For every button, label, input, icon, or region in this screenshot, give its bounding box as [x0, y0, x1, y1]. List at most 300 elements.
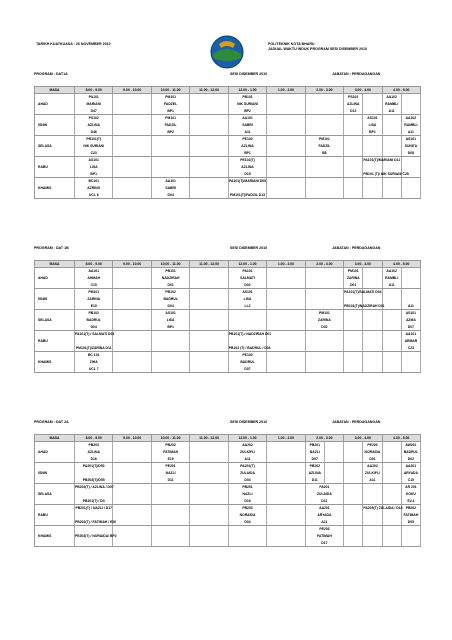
time-slot-header: 4.00 - 5.00 [382, 87, 420, 94]
class-cell [382, 463, 401, 470]
class-cell: D01 [344, 282, 363, 289]
class-cell [267, 324, 305, 331]
day-label [35, 129, 75, 136]
table-row [35, 136, 421, 143]
class-cell [401, 94, 420, 101]
class-cell [190, 359, 228, 366]
class-cell [401, 296, 420, 303]
class-cell [267, 289, 305, 296]
class-cell [267, 157, 305, 164]
class-cell [151, 157, 189, 164]
class-cell: PA201(T) [228, 463, 266, 470]
class-cell [401, 275, 420, 282]
day-label [35, 519, 75, 526]
class-cell: PB201 [228, 484, 266, 491]
class-cell: FADZIL [305, 143, 343, 150]
class-cell: D04 [151, 192, 189, 199]
day-label [35, 157, 75, 164]
class-cell [344, 136, 363, 143]
class-cell: D46 [75, 129, 113, 136]
class-cell [113, 359, 151, 366]
class-cell: ARYADA [305, 512, 343, 519]
class-cell [151, 345, 189, 352]
class-cell [305, 289, 343, 296]
institution-logo-icon [209, 34, 245, 70]
day-label [35, 352, 75, 359]
class-cell: D04 [228, 477, 266, 484]
class-cell [190, 498, 228, 505]
class-cell: D16 [75, 456, 113, 463]
day-label [35, 171, 75, 178]
class-cell [344, 366, 363, 373]
class-cell: D07 [305, 456, 324, 463]
class-cell [382, 143, 401, 150]
class-cell: AS101 [363, 115, 382, 122]
class-cell [363, 331, 382, 338]
class-cell: D04 [228, 519, 266, 526]
class-cell [151, 352, 189, 359]
table-row [35, 331, 421, 338]
class-cell [267, 150, 305, 157]
table-row [35, 359, 421, 366]
class-cell [363, 150, 382, 157]
class-cell [324, 449, 343, 456]
class-cell: D11 [305, 477, 324, 484]
class-cell [267, 129, 305, 136]
table-row [35, 366, 421, 373]
class-cell [113, 505, 151, 512]
class-cell: AS101 [75, 157, 113, 164]
class-cell [228, 533, 266, 540]
class-cell [344, 498, 363, 505]
table-row [35, 317, 421, 324]
program-jabatan: JABATAN : PERDAGANGAN [332, 72, 381, 76]
class-cell [151, 526, 189, 533]
class-cell [363, 324, 382, 331]
class-cell [305, 352, 343, 359]
class-cell: UCL 6 [75, 192, 113, 199]
class-cell [363, 178, 382, 185]
class-cell [113, 317, 151, 324]
class-cell [190, 289, 228, 296]
class-cell [190, 143, 228, 150]
class-cell [344, 470, 363, 477]
class-cell: BADRUL [151, 296, 189, 303]
effective-date: TARIKH KUATKUASA : 26 NOVEMBER 2010 [36, 42, 111, 46]
class-cell [190, 185, 228, 192]
table-row [35, 289, 421, 296]
class-cell [267, 359, 305, 366]
table-row [35, 491, 421, 498]
class-cell [382, 185, 401, 192]
class-cell [190, 477, 228, 484]
class-cell [190, 519, 228, 526]
day-label [35, 498, 75, 505]
class-cell [151, 171, 189, 178]
class-cell [382, 352, 401, 359]
class-cell: D11 [305, 498, 343, 505]
class-cell [344, 463, 363, 470]
class-cell [190, 310, 228, 317]
class-cell [382, 470, 401, 477]
class-cell: PB102 [75, 310, 113, 317]
class-cell [113, 282, 151, 289]
class-cell [363, 94, 382, 101]
class-cell [267, 449, 305, 456]
time-slot-header: 10.00 - 11.00 [151, 435, 189, 442]
day-label: RABU [35, 512, 75, 519]
class-cell [344, 122, 363, 129]
class-cell [344, 352, 363, 359]
class-cell: PA101(T)/MARIANI D05 [228, 179, 267, 184]
class-cell [190, 101, 228, 108]
class-cell [113, 310, 151, 317]
class-cell [305, 359, 343, 366]
class-cell [324, 442, 343, 449]
time-slot-header: 10.00 - 11.00 [151, 87, 189, 94]
class-cell [344, 449, 363, 456]
class-cell: PB101 (T)/ NIK SURIANI C28 [363, 171, 409, 176]
program-jabatan: JABATAN : PERDAGANGAN [332, 420, 381, 424]
class-cell: MARIANI [75, 101, 113, 108]
class-cell: AS101 [401, 310, 420, 317]
class-cell: BP1 [363, 129, 382, 136]
class-cell [190, 164, 228, 171]
class-cell [305, 338, 343, 345]
timetable [34, 86, 421, 199]
class-cell [113, 171, 151, 178]
class-cell: D07 [228, 366, 266, 373]
class-cell: AA202 [228, 442, 266, 449]
class-cell: PA201(T)/D50 [75, 463, 113, 470]
class-cell: D02 [401, 456, 420, 463]
class-cell [190, 491, 228, 498]
class-cell [267, 143, 305, 150]
class-cell [190, 129, 228, 136]
class-cell: FATIMAH [305, 533, 343, 540]
class-cell [363, 519, 382, 526]
time-slot-header: 2.00 - 3.00 [305, 435, 343, 442]
day-label [35, 526, 75, 533]
class-cell [382, 484, 401, 491]
class-cell [113, 463, 151, 470]
class-cell [344, 164, 363, 171]
class-cell: ZULAIDA [305, 491, 343, 498]
class-cell: BADRUL [401, 449, 420, 456]
class-cell [190, 533, 228, 540]
class-cell [401, 289, 420, 296]
class-cell [324, 463, 343, 470]
class-cell: RAMBLI [382, 101, 401, 108]
class-cell [190, 505, 228, 512]
class-cell [190, 268, 228, 275]
table-row [35, 442, 421, 449]
class-cell [267, 456, 305, 463]
class-cell [267, 275, 305, 282]
class-cell: PB102 [151, 289, 189, 296]
program-program: PROGRAM : DAT1A [34, 72, 68, 76]
class-cell [344, 185, 363, 192]
table-row [35, 282, 421, 289]
class-cell [113, 533, 151, 540]
time-header-label: MASA [35, 435, 75, 442]
class-cell [228, 317, 266, 324]
class-cell [305, 122, 343, 129]
table-row [35, 115, 421, 122]
class-cell [344, 345, 363, 352]
class-cell: PE102 [228, 136, 266, 143]
class-cell: BP1 [151, 108, 189, 115]
class-cell [113, 540, 151, 547]
class-cell [382, 345, 401, 352]
class-cell [267, 338, 305, 345]
class-cell [363, 192, 382, 199]
class-cell [401, 101, 420, 108]
class-cell [113, 324, 151, 331]
class-cell [190, 526, 228, 533]
class-cell [113, 456, 151, 463]
table-row [35, 540, 421, 547]
class-cell [344, 129, 363, 136]
class-cell [190, 456, 228, 463]
table-row [35, 303, 421, 310]
class-cell [382, 296, 401, 303]
page-header [0, 34, 452, 74]
class-cell [267, 164, 305, 171]
program-sesi: SESI DISEMBER 2010 [230, 420, 268, 424]
class-cell [305, 178, 343, 185]
class-cell: BP2 [151, 129, 189, 136]
class-cell [363, 359, 382, 366]
class-cell [267, 122, 305, 129]
class-cell [401, 185, 420, 192]
class-cell [363, 484, 382, 491]
day-label [35, 192, 75, 199]
class-cell [190, 331, 228, 338]
class-cell: LL2 [228, 303, 266, 310]
time-slot-header: 8.00 - 9.00 [75, 87, 113, 94]
time-slot-header: 10.00 - 11.00 [151, 261, 189, 268]
class-cell [344, 491, 363, 498]
class-cell: AS101 [401, 136, 420, 143]
class-cell [324, 477, 343, 484]
time-slot-header: 12.00 - 1.00 [228, 261, 266, 268]
class-cell [190, 171, 228, 178]
class-cell [305, 115, 343, 122]
class-cell [75, 512, 113, 519]
class-cell [305, 275, 343, 282]
class-cell: A11 [363, 477, 382, 484]
class-cell: PA205(T) ZULAIDA / D18 [363, 506, 403, 511]
class-cell: D11 [151, 477, 189, 484]
class-cell [382, 129, 401, 136]
class-cell [382, 324, 401, 331]
class-cell: BADRUL [228, 359, 266, 366]
class-cell: FATIMAH [151, 449, 189, 456]
class-cell [363, 108, 382, 115]
class-cell [382, 498, 401, 505]
class-cell [190, 282, 228, 289]
class-cell [190, 275, 228, 282]
class-cell [382, 491, 401, 498]
class-cell [113, 477, 151, 484]
class-cell [382, 178, 401, 185]
class-cell [305, 185, 343, 192]
time-slot-header: 11.00 - 12.00 [190, 261, 228, 268]
class-cell [363, 338, 382, 345]
table-row [35, 505, 421, 512]
day-label [35, 303, 75, 310]
day-label [35, 331, 75, 338]
class-cell [344, 310, 363, 317]
class-cell [113, 129, 151, 136]
class-cell [344, 324, 363, 331]
day-label: SELASA [35, 143, 75, 150]
class-cell [190, 338, 228, 345]
class-cell: PM101 [305, 310, 343, 317]
timetable [34, 260, 421, 373]
class-cell [151, 136, 189, 143]
class-cell [75, 540, 113, 547]
table-row [35, 449, 421, 456]
class-cell [305, 164, 343, 171]
class-cell: PM101(T)/ZARINA D11 [75, 345, 112, 350]
class-cell [363, 282, 382, 289]
class-cell: D16 [228, 498, 266, 505]
class-cell [382, 519, 401, 526]
class-cell [363, 185, 382, 192]
class-cell: PM101(T)/FADZIL D13 [230, 192, 266, 197]
class-cell: FADZEL [151, 101, 189, 108]
class-cell: ZARINA [75, 296, 113, 303]
class-cell [190, 352, 228, 359]
class-cell [344, 512, 363, 519]
class-cell [382, 442, 401, 449]
table-row [35, 178, 421, 185]
class-cell: AW201 [401, 442, 420, 449]
class-cell: AZRINO [75, 185, 113, 192]
class-cell [267, 317, 305, 324]
class-cell: LISA [151, 317, 189, 324]
class-cell [151, 491, 189, 498]
class-cell: PE201 [151, 463, 189, 470]
program-program: PROGRAM : DAT 1B [34, 246, 69, 250]
class-cell [363, 101, 382, 108]
time-slot-header: 9.00 - 10.00 [113, 87, 151, 94]
class-cell [401, 164, 420, 171]
class-cell [344, 477, 363, 484]
day-label [35, 310, 75, 317]
table-row [35, 498, 421, 505]
class-cell [401, 533, 420, 540]
table-row [35, 338, 421, 345]
table-row [35, 484, 421, 491]
class-cell [113, 150, 151, 157]
class-cell [113, 338, 151, 345]
class-cell [267, 366, 305, 373]
class-cell [401, 157, 420, 164]
class-cell: PM101 [151, 94, 189, 101]
class-cell: D07 [401, 324, 420, 331]
time-slot-header: 4.00 - 5.00 [382, 261, 420, 268]
class-cell [190, 512, 228, 519]
class-cell: PB203(T)/D55 [75, 477, 113, 484]
class-cell: PA101(T) / SALMATI D03 [75, 332, 115, 337]
class-cell [363, 268, 382, 275]
class-cell: A11 [382, 108, 401, 115]
class-cell: D04 [75, 324, 113, 331]
class-cell: ZULKIFLI [228, 449, 266, 456]
class-cell [151, 512, 189, 519]
class-cell [267, 115, 305, 122]
class-cell [344, 150, 363, 157]
class-cell: PM101 [344, 268, 363, 275]
table-row [35, 477, 421, 484]
class-cell: AA102 [382, 94, 401, 101]
class-cell: BC101 [75, 178, 113, 185]
class-cell: AZLINA [228, 143, 266, 150]
class-cell [190, 122, 228, 129]
class-cell [382, 366, 401, 373]
day-label: SELASA [35, 317, 75, 324]
class-cell [113, 442, 151, 449]
class-cell: PM101 [75, 289, 113, 296]
class-cell: AA201 [401, 463, 420, 470]
class-cell [344, 192, 363, 199]
day-label: ISNIN [35, 122, 75, 129]
day-label [35, 442, 75, 449]
time-slot-header: 2.00 - 3.00 [305, 261, 343, 268]
class-cell [344, 296, 363, 303]
class-cell: D15 [228, 171, 266, 178]
program-program: PROGRAM : DAT 2A [34, 420, 69, 424]
class-cell [113, 192, 151, 199]
class-cell: NAZLI [305, 449, 324, 456]
class-cell: A11 [228, 456, 266, 463]
class-cell: PA101 [75, 94, 113, 101]
program-meta [34, 246, 420, 254]
class-cell: BP1 [151, 324, 189, 331]
class-cell [344, 519, 363, 526]
class-cell [363, 275, 382, 282]
class-cell: D47 [75, 108, 113, 115]
time-slot-header: 3.00 - 4.00 [344, 261, 382, 268]
class-cell: NORAIDA [364, 450, 381, 454]
class-cell [267, 171, 305, 178]
class-cell: SALMATI [228, 275, 266, 282]
time-slot-header: 1.00 - 2.00 [267, 87, 305, 94]
class-cell [305, 296, 343, 303]
day-label: ISNIN [35, 296, 75, 303]
class-cell [363, 296, 382, 303]
class-cell [151, 519, 189, 526]
time-slot-header: 4.00 - 5.00 [382, 435, 420, 442]
class-cell [113, 491, 151, 498]
class-cell: ARMAR [401, 338, 420, 345]
table-row [35, 157, 421, 164]
class-cell [267, 192, 305, 199]
class-cell [305, 345, 343, 352]
class-cell [267, 352, 305, 359]
table-row [35, 185, 421, 192]
class-cell [228, 185, 266, 192]
class-cell: FADZIL [151, 122, 189, 129]
class-cell: KOKU [401, 491, 420, 498]
class-cell: BP2 [228, 108, 266, 115]
class-cell: PB101 [151, 268, 189, 275]
class-cell: BADRUL [75, 317, 113, 324]
class-cell: NORAIDA [228, 512, 266, 519]
